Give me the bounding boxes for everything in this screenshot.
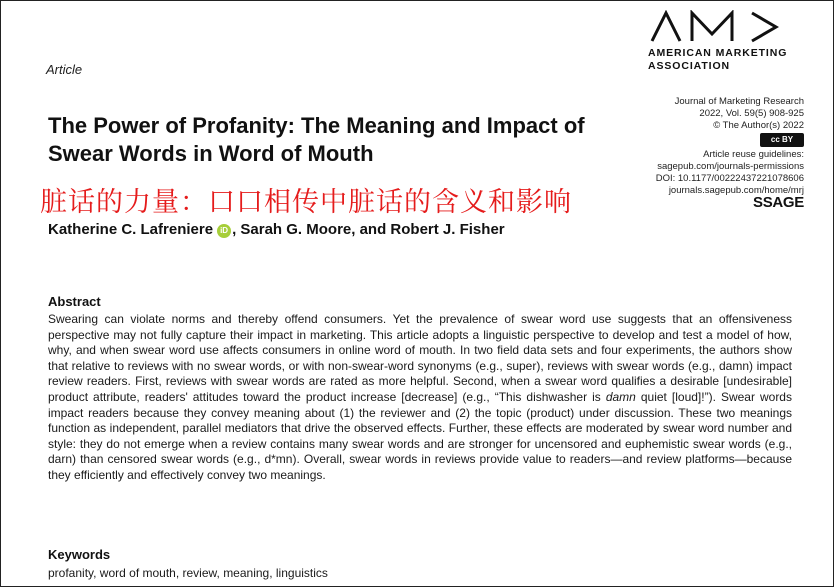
abstract-text-part1: Swearing can violate norms and thereby offend consumers. Yet the prevalence of swear word use suggests that an offensiveness perspective may not fully capture their impact in marketing. This article adopts a linguistic perspective to develop and test a model of how, why, and when swear word use affects consumers in online word of mouth. In two field data sets and four experiments, the authors show that relative to reviews with no swear words, or with non-swear-word synonyms (e.g., super), reviews with swear words (e.g., damn) impact review readers. First, reviews with swear words are rated as more helpful. Second, when a swear word qualifies a desirable [undesirable] product attribute, readers' attitudes toward the product increase [decrease] (e.g., “This dishwasher is — [48, 312, 792, 404]
reuse-guidelines: Article reuse guidelines: — [703, 149, 804, 160]
orcid-icon[interactable]: iD — [217, 224, 231, 238]
keywords-list: profanity, word of mouth, review, meaning, linguistics — [48, 566, 328, 580]
chinese-title-overlay: 脏话的力量：口口相传中脏话的含义和影响 — [40, 187, 572, 218]
author-list — [48, 221, 505, 238]
doi-link[interactable]: DOI: 10.1177/00222437221078606 — [655, 173, 804, 184]
abstract-emphasis: damn — [605, 389, 636, 404]
article-title: The Power of Profanity: The Meaning and Impact of Swear Words in Word of Mouth — [48, 113, 585, 166]
keywords-heading: Keywords — [48, 547, 111, 562]
journal-name: Journal of Marketing Research — [674, 96, 804, 107]
cc-license-icon[interactable]: cc BY — [760, 133, 804, 147]
journal-meta — [656, 96, 804, 209]
abstract-text-part2: quiet [loud]!”). Swear words impact readers because they convey meaning about (1) the reviewer and (2) the topic (product) under discussion. These two meanings function as independent, parallel mediators that drive the observed effects. Further, these effects are moderated by swear word number and style: they do not emerge when a review contains many swear words and are stronger for uncensored and euphemistic swear words (e.g., darn) than censored swear words (e.g., d*mn). Overall, swear words in reviews provide value to readers—and review platforms—because they efficiently and effectively convey two meanings. — [48, 389, 792, 482]
ama-name-line2: ASSOCIATION — [648, 60, 731, 72]
author-rest: , Sarah G. Moore, and Robert J. Fisher — [232, 221, 505, 238]
sage-logo: SSAGE — [752, 194, 804, 211]
ama-name-line1: AMERICAN MARKETING — [648, 47, 788, 59]
ama-logo — [648, 10, 808, 73]
abstract-body — [48, 312, 792, 484]
abstract-heading: Abstract — [48, 294, 101, 309]
journal-home-link[interactable]: journals.sagepub.com/home/mrj — [668, 185, 804, 196]
journal-volume: 2022, Vol. 59(5) 908-925 — [699, 108, 804, 119]
permissions-link[interactable]: sagepub.com/journals-permissions — [657, 161, 804, 172]
copyright: © The Author(s) 2022 — [713, 120, 804, 131]
ama-logo-mark — [648, 10, 798, 44]
article-type-label: Article — [46, 62, 83, 77]
author-first: Katherine C. Lafreniere — [48, 221, 214, 238]
